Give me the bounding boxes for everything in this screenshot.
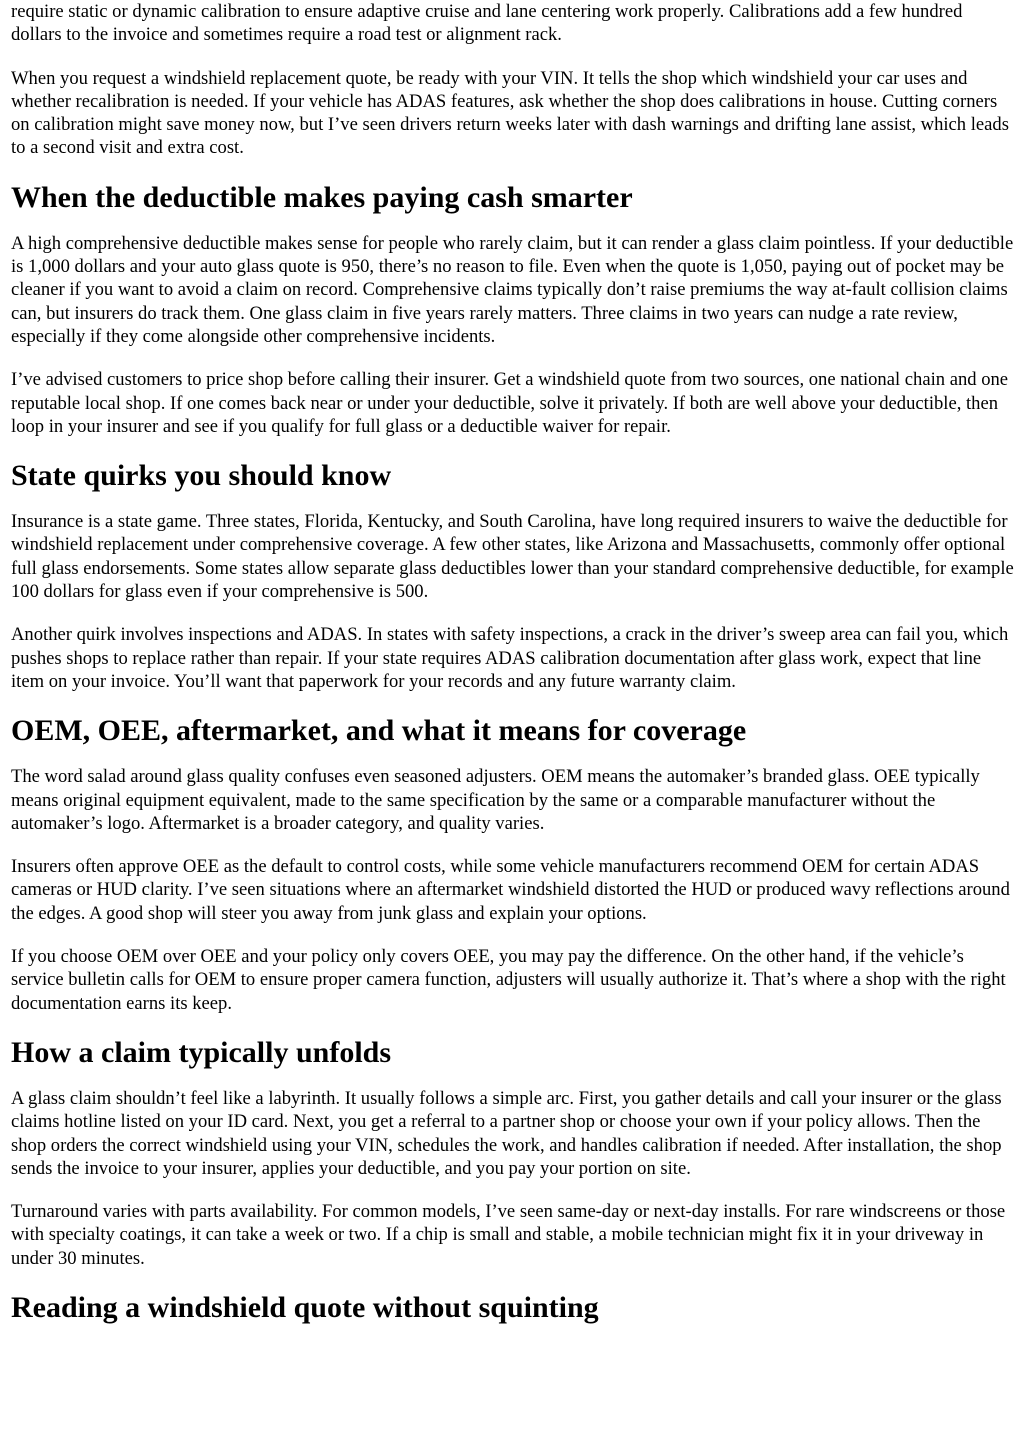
paragraph: Turnaround varies with parts availability. For common models, I’ve seen same-day or next-day installs. For rare windscreens or those with specialty coatings, it can take a week or two. If a chip is small and stable, a mobile technician might fix it in your driveway in under 30 minutes.	[11, 1201, 1006, 1269]
paragraph: Another quirk involves inspections and ADAS. In states with safety inspections, a crack in the driver’s sweep area can fail you, which pushes shops to replace rather than repair. If your state requires ADAS calibration documentation after glass work, expect that line item on your invoice. You’ll want that paperwork for your records and any future warranty claim.	[11, 624, 1009, 692]
section-heading: How a claim typically unfolds	[11, 1035, 392, 1069]
section-heading: Reading a windshield quote without squinting	[11, 1290, 599, 1324]
section-heading: OEM, OEE, aftermarket, and what it means for coverage	[11, 714, 747, 748]
paragraph: Insurers often approve OEE as the default to control costs, while some vehicle manufacturers recommend OEM for certain ADAS cameras or HUD clarity. I’ve seen situations where an aftermarket windshield distorted the HUD or produced wavy reflections around the edges. A good shop will steer you away from junk glass and explain your options.	[11, 856, 1010, 924]
paragraph: If you choose OEM over OEE and your policy only covers OEE, you may pay the difference. On the other hand, if the vehicle’s service bulletin calls for OEM to ensure proper camera function, adjusters will usually authorize it. That’s where a shop with the right documentation earns its keep.	[11, 946, 1006, 1014]
paragraph: I’ve advised customers to price shop before calling their insurer. Get a windshield quote from two sources, one national chain and one reputable local shop. If one comes back near or under your deductible, solve it privately. If both are well above your deductible, then loop in your insurer and see if you qualify for full glass or a deductible waiver for repair.	[11, 369, 1009, 437]
paragraph: The word salad around glass quality confuses even seasoned adjusters. OEM means the automaker’s branded glass. OEE typically means original equipment equivalent, made to the same specification by the same or a comparable manufacturer without the automaker’s logo. Aftermarket is a broader category, and quality varies.	[11, 766, 980, 834]
section-heading: State quirks you should know	[11, 459, 392, 493]
paragraph: A glass claim shouldn’t feel like a labyrinth. It usually follows a simple arc. First, you gather details and call your insurer or the glass claims hotline listed on your ID card. Next, you get a referral to a partner shop or choose your own if your policy allows. Then the shop orders the correct windshield using your VIN, schedules the work, and handles calibration if needed. After installation, the shop sends the invoice to your insurer, applies your deductible, and you pay your portion on site.	[11, 1087, 1002, 1179]
paragraph: When you request a windshield replacement quote, be ready with your VIN. It tells the shop which windshield your car uses and whether recalibration is needed. If your vehicle has ADAS features, ask whether the shop does calibrations in house. Cutting corners on calibration might save money now, but I’ve seen drivers return weeks later with dash warnings and drifting lane assist, which leads to a second visit and extra cost.	[11, 67, 1009, 159]
paragraph: require static or dynamic calibration to ensure adaptive cruise and lane centering work properly. Calibrations add a few hundred dollars to the invoice and sometimes require a road test or alignment rack.	[11, 1, 963, 46]
paragraph: Insurance is a state game. Three states, Florida, Kentucky, and South Carolina, have long required insurers to waive the deductible for windshield replacement under comprehensive coverage. A few other states, like Arizona and Massachusetts, commonly offer optional full glass endorsements. Some states allow separate glass deductibles lower than your standard comprehensive deductible, for example 100 dollars for glass even if your comprehensive is 500.	[11, 511, 1014, 603]
section-heading: When the deductible makes paying cash smarter	[11, 180, 633, 214]
paragraph: A high comprehensive deductible makes sense for people who rarely claim, but it can render a glass claim pointless. If your deductible is 1,000 dollars and your auto glass quote is 950, there’s no reason to file. Even when the quote is 1,050, paying out of pocket may be cleaner if you want to avoid a claim on record. Comprehensive claims typically don’t raise premiums the way at-fault collision claims can, but insurers do track them. One glass claim in five years rarely matters. Three claims in two years can nudge a rate review, especially if they come alongside other comprehensive incidents.	[11, 232, 1014, 347]
